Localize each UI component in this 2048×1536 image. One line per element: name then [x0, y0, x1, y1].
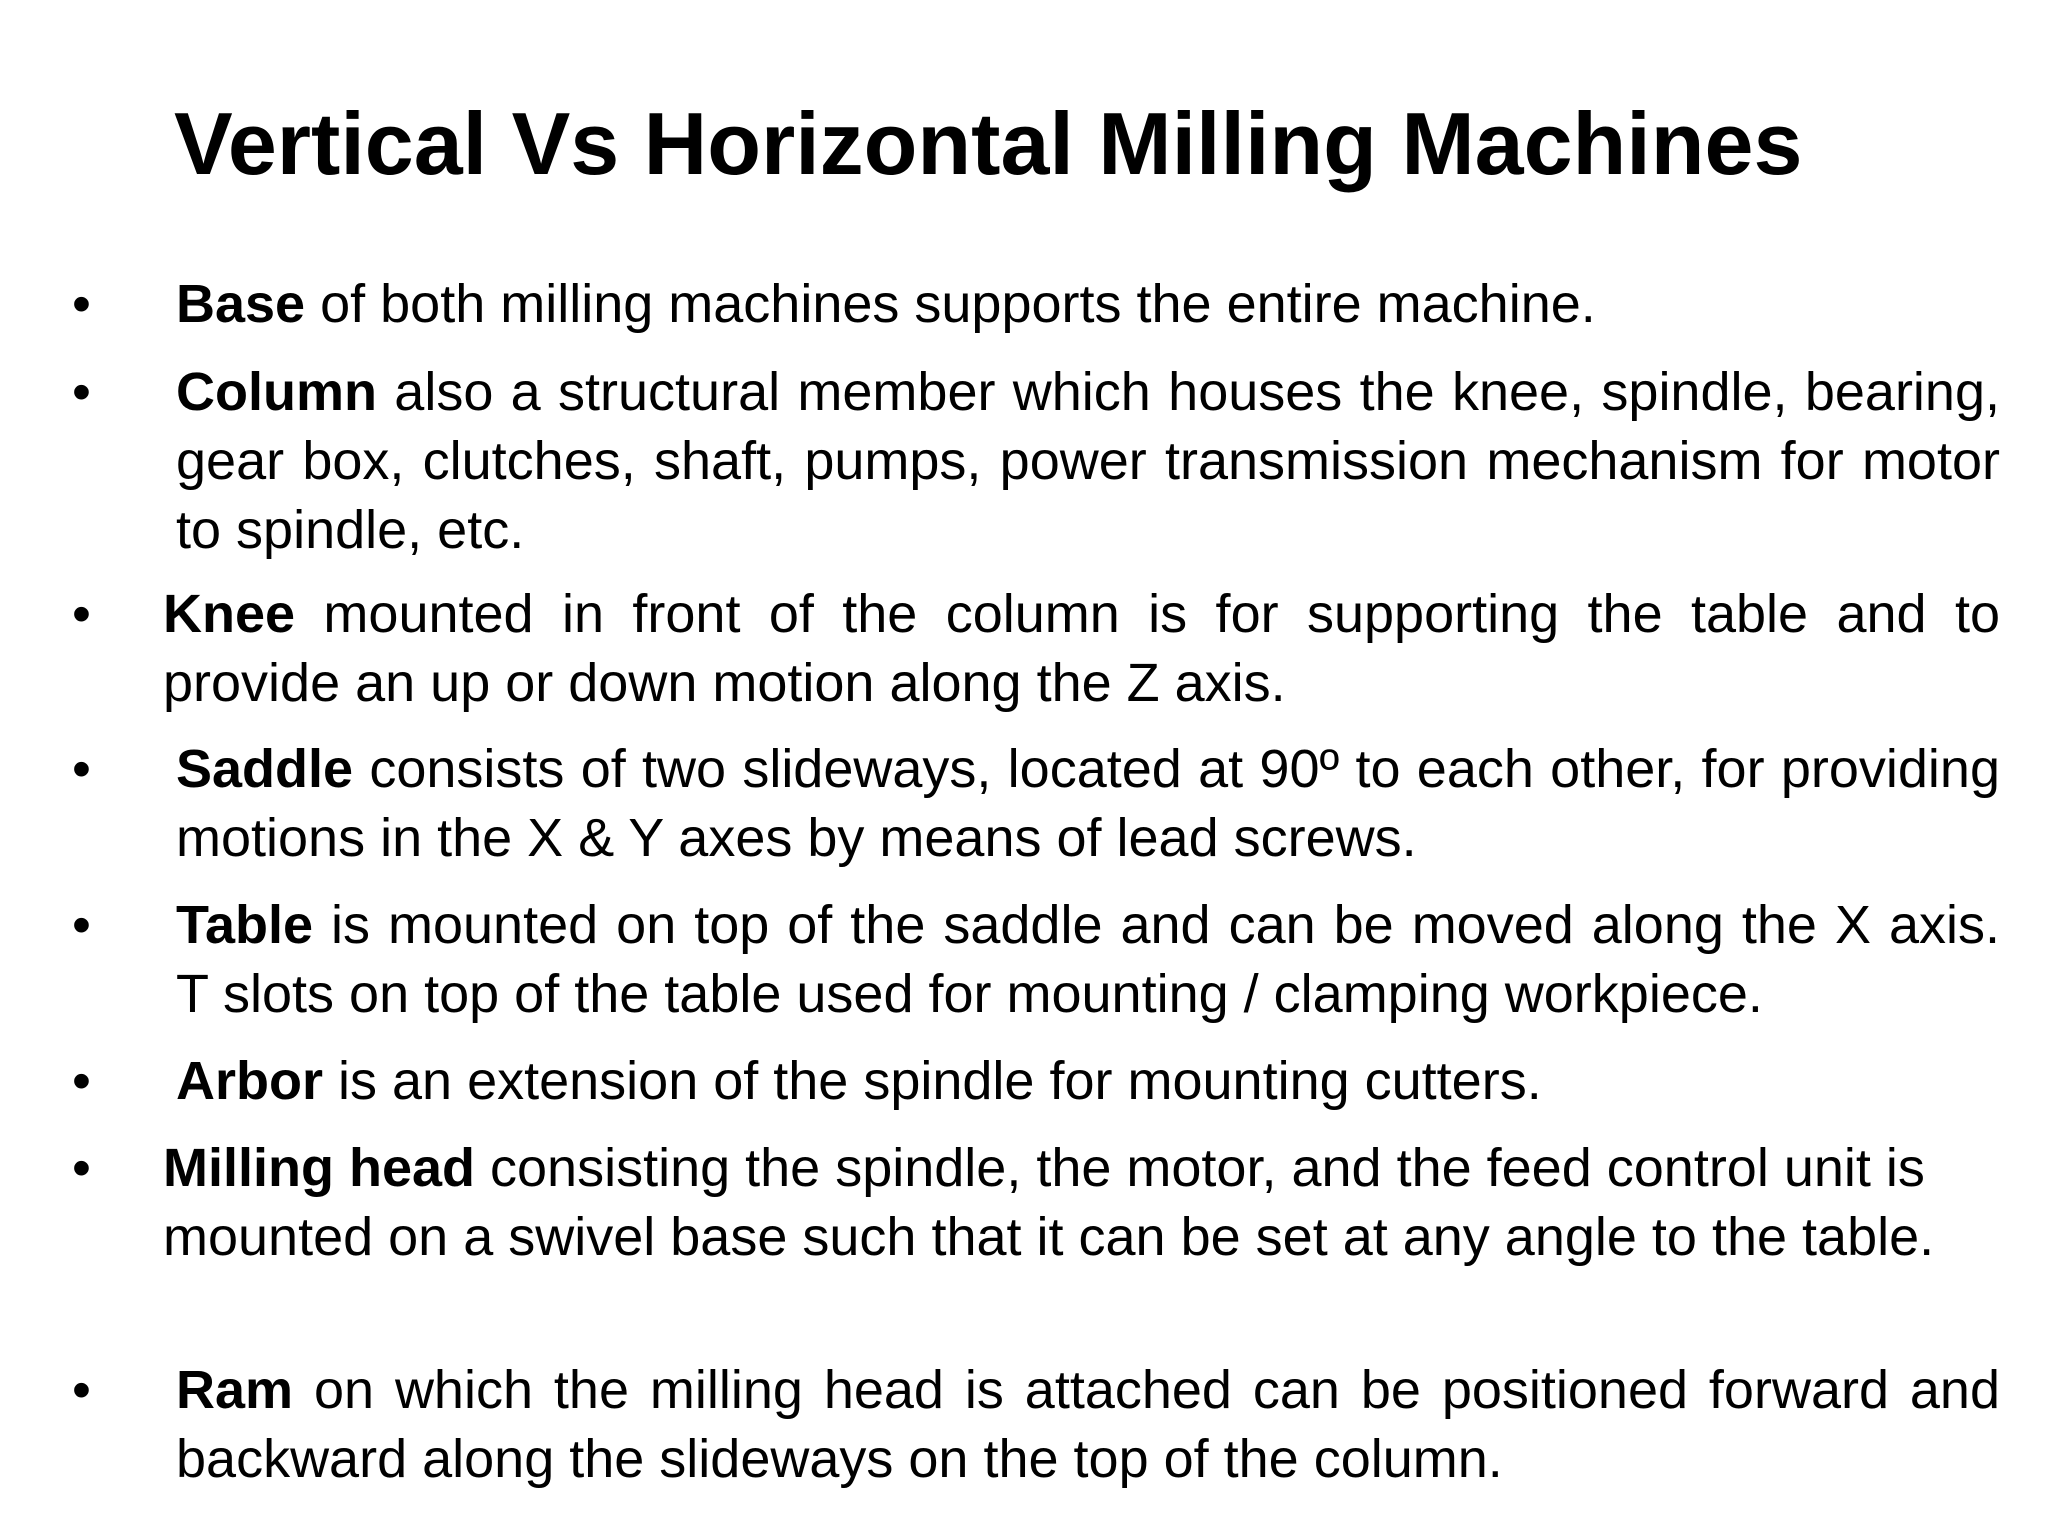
term-label: Base — [176, 274, 306, 334]
list-item-saddle — [72, 735, 2000, 873]
term-label: Table — [176, 895, 314, 955]
list-item-text — [163, 1134, 1988, 1272]
term-description: consisting the spindle, the motor, and the feed control unit is mounted on a swivel base such that it can be set at any angle to the table. — [163, 1138, 1935, 1267]
term-description: consists of two slideways, located at 90º to each other, for providing motions in the X & Y axes by means of lead screws. — [176, 739, 2000, 868]
list-item-text — [176, 1356, 2000, 1494]
bullet-icon: • — [72, 1360, 91, 1420]
term-description: mounted in front of the column is for supporting the table and to provide an up or down motion along the Z axis. — [163, 584, 2000, 713]
term-description: of both milling machines supports the entire machine. — [305, 274, 1596, 334]
bullet-icon: • — [72, 362, 91, 422]
bullet-icon: • — [72, 739, 91, 799]
list-item-arbor — [72, 1047, 2000, 1116]
slide-title: Vertical Vs Horizontal Milling Machines — [174, 94, 1803, 193]
term-label: Milling head — [163, 1138, 476, 1198]
list-item-milling-head — [72, 1134, 1988, 1272]
list-item-knee — [72, 580, 2000, 718]
list-item-text — [176, 358, 2000, 565]
term-label: Arbor — [176, 1051, 323, 1111]
term-description: also a structural member which houses the knee, spindle, bearing, gear box, clutches, shaft, pumps, power transmission mechanism for motor to spindle, etc. — [176, 362, 2000, 560]
term-label: Saddle — [176, 739, 354, 799]
list-item-table — [72, 891, 2000, 1029]
list-item-column — [72, 358, 2000, 565]
bullet-icon: • — [72, 1051, 91, 1111]
list-item-ram — [72, 1356, 2000, 1494]
term-label: Knee — [163, 584, 296, 644]
list-item-base — [72, 270, 2000, 339]
list-item-text — [163, 580, 2000, 718]
list-item-text — [176, 735, 2000, 873]
term-label: Column — [176, 362, 377, 422]
term-description: is mounted on top of the saddle and can be moved along the X axis. T slots on top of the table used for mounting / clamping workpiece. — [176, 895, 2000, 1024]
bullet-icon: • — [72, 1138, 91, 1198]
bullet-icon: • — [72, 895, 91, 955]
term-description: is an extension of the spindle for mounting cutters. — [323, 1051, 1542, 1111]
list-item-text — [176, 891, 2000, 1029]
bullet-icon: • — [72, 274, 91, 334]
bullet-icon: • — [72, 584, 91, 644]
list-item-text — [176, 270, 2000, 339]
term-description: on which the milling head is attached can be positioned forward and backward along the slideways on the top of the column. — [176, 1360, 2000, 1489]
term-label: Ram — [176, 1360, 294, 1420]
list-item-text — [176, 1047, 2000, 1116]
